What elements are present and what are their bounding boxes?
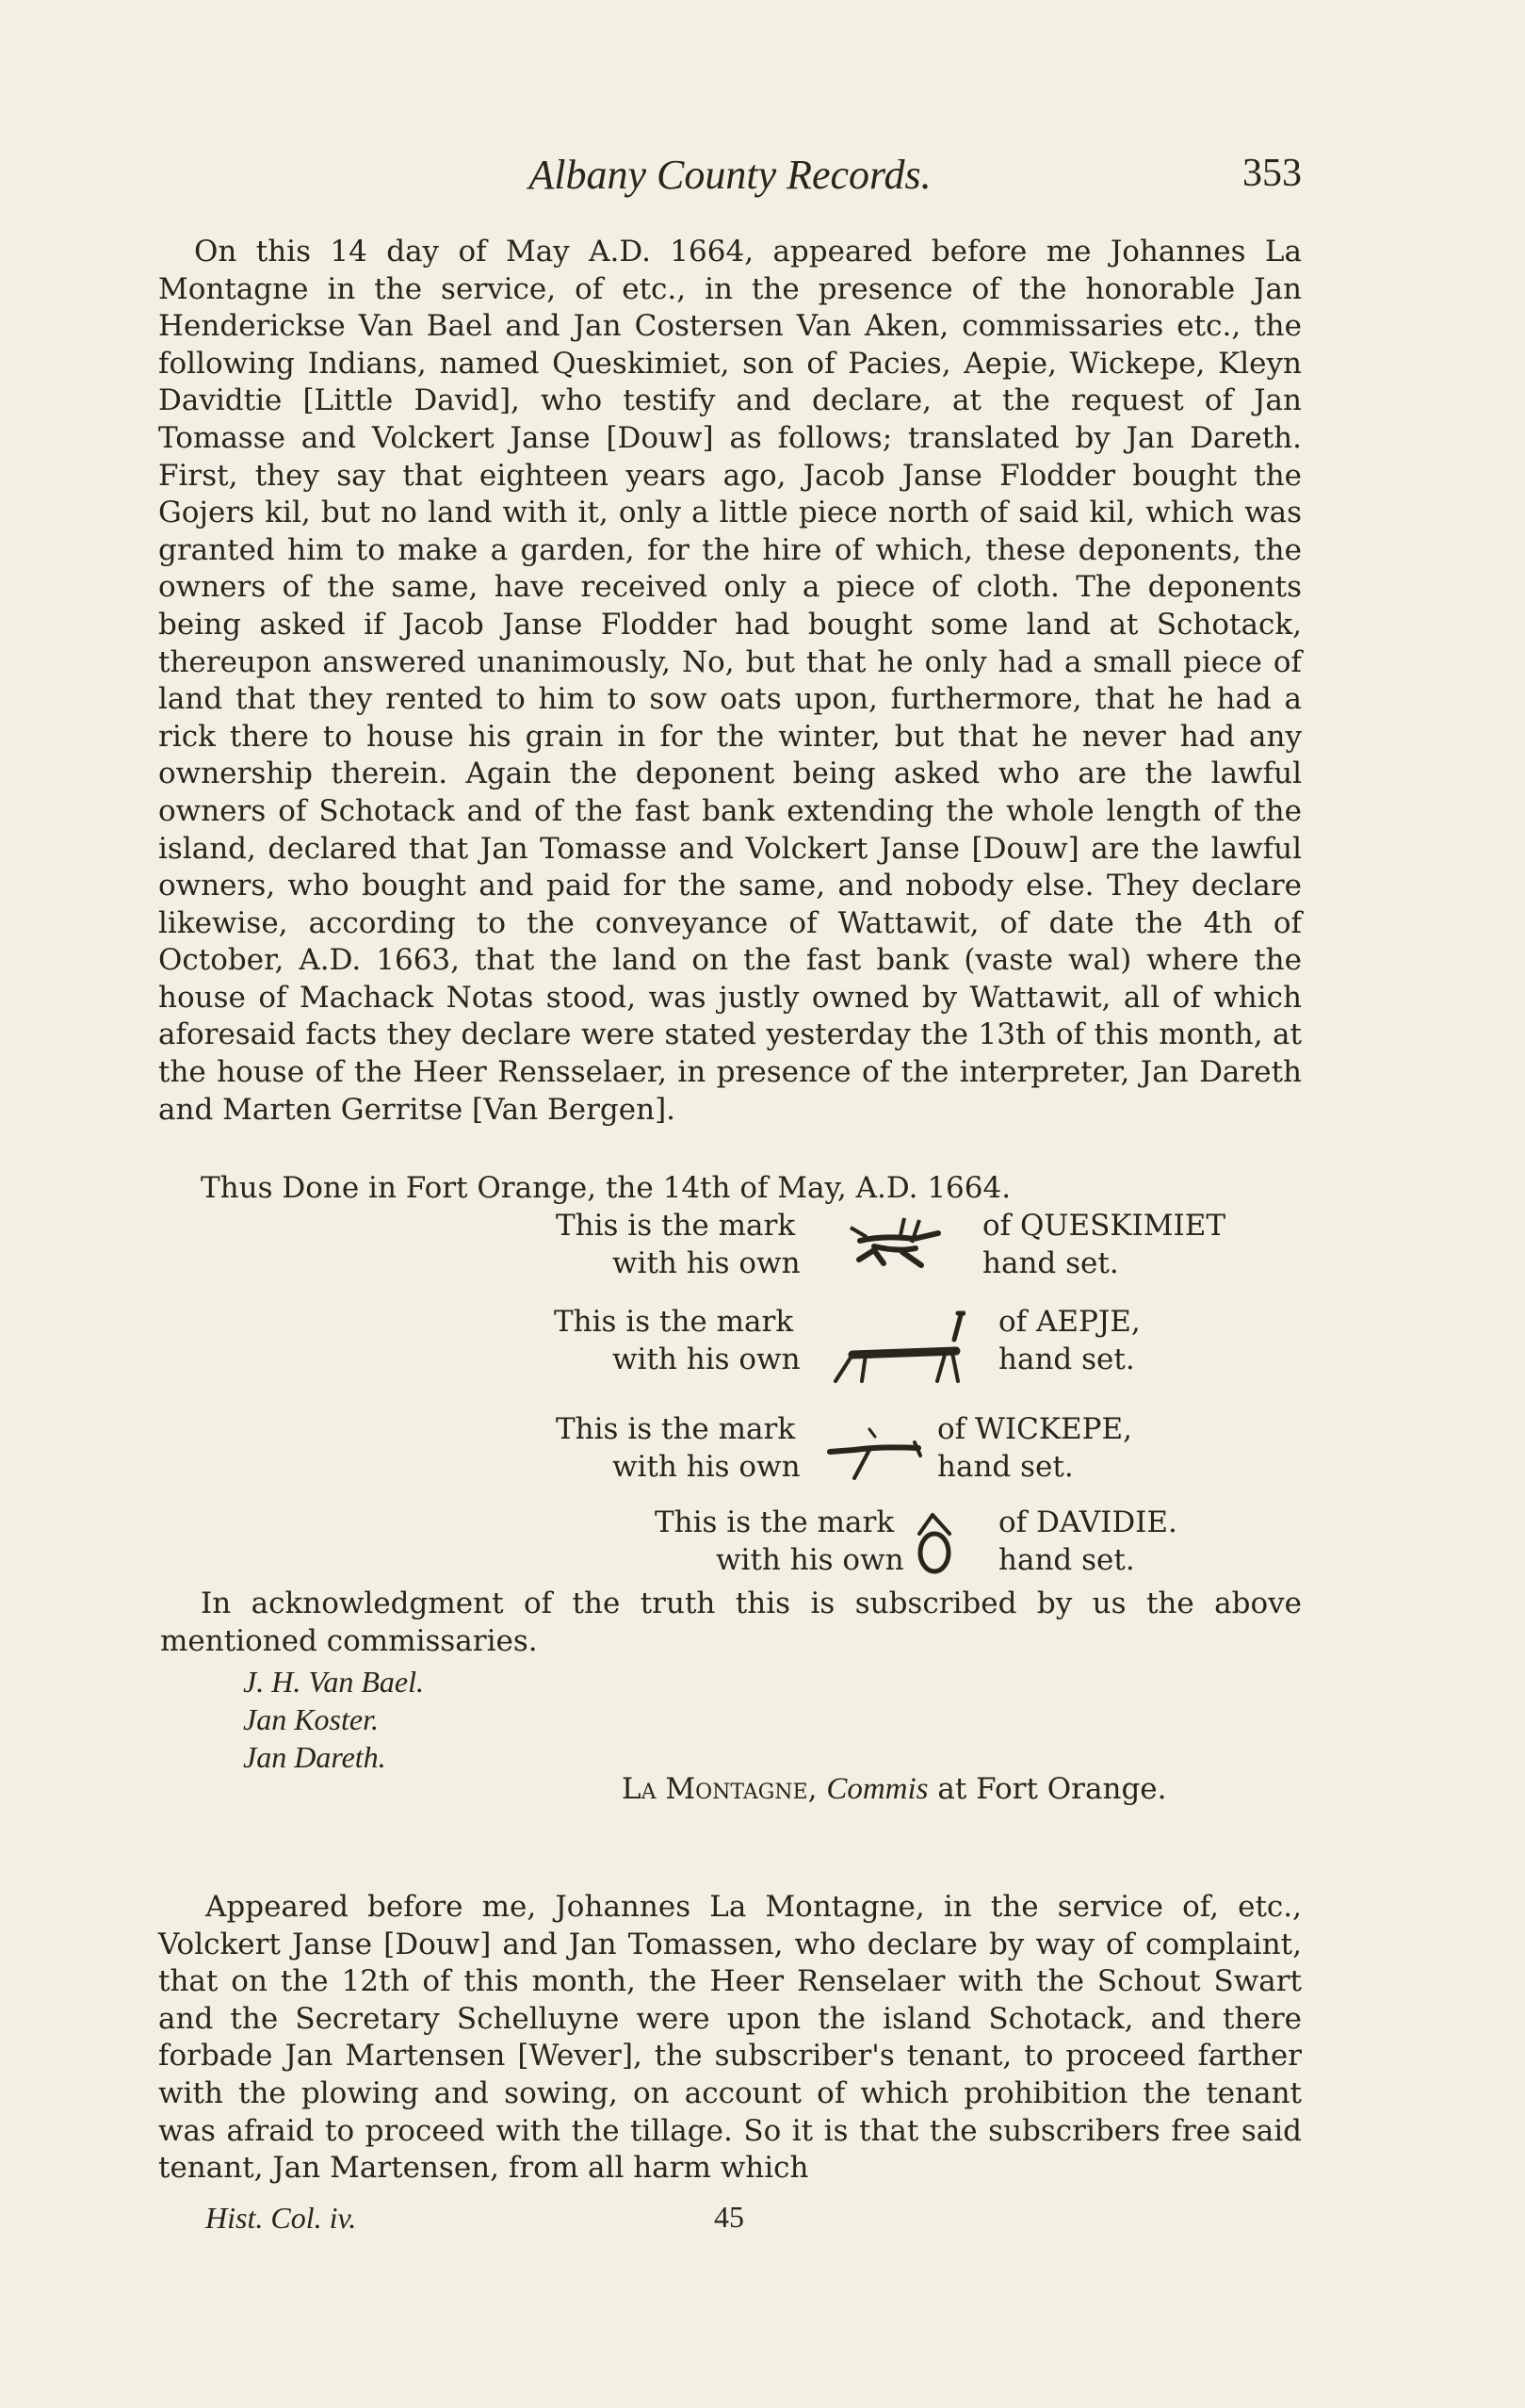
- mark-name: of AEPJE,: [998, 1305, 1141, 1339]
- deposition-paragraph: On this 14 day of May A.D. 1664, appeared before me Johannes La Montagne in the service, of etc., in the presence of the honorable Jan Henderickse Van Bael and Jan Costersen Van Aken, commissaries etc., the following Indians, named Queskimiet, son of Pacies, Aepie, Wickepe, Kleyn Davidtie [Little David], who testify and declare, at the request of Jan Tomasse and Volckert Janse [Douw] as follows; translated by Jan Dareth. First, they say that eighteen years ago, Jacob Janse Flodder bought the Gojers kil, but no land with it, only a little piece north of said kil, which was granted him to make a garden, for the hire of which, these deponents, the owners of the same, have received only a piece of cloth. The deponents being asked if Jacob Janse Flodder had bought some land at Schotack, thereupon answered unanimously, No, but that he only had a small piece of land that they rented to him to sow oats upon, furthermore, that he had a rick there to house his grain in for the winter, but that he never had any ownership therein. Again the deponent being asked who are the lawful owners of Schotack and of the fast bank extending the whole length of the island, declared that Jan Tomasse and Volckert Janse [Douw] are the lawful owners, who bought and paid for the same, and nobody else. They declare likewise, according to the conveyance of Wattawit, of date the 4th of October, A.D. 1663, that the land on the fast bank (vaste wal) where the house of Machack Notas stood, was justly owned by Wattawit, all of which aforesaid facts they declare were stated yesterday the 13th of this month, at the house of the Heer Rensselaer, in presence of the interpreter, Jan Dareth and Marten Gerritse [Van Bergen].: [158, 235, 1302, 1127]
- signature-koster: Jan Koster.: [243, 1702, 379, 1736]
- la-montagne-signature: [622, 1771, 1167, 1809]
- acknowledgment-line1: In acknowledgment of the truth this is subscribed by us the above: [201, 1586, 1302, 1620]
- mark-hand-set: hand set.: [998, 1543, 1135, 1577]
- davidie-mark-icon: [912, 1509, 957, 1577]
- mark-text-line1: This is the mark: [655, 1505, 895, 1539]
- queskimiet-mark-icon: [846, 1211, 959, 1286]
- la-montagne-name: La Montagne,: [622, 1772, 818, 1806]
- mark-text-line1: This is the mark: [556, 1412, 796, 1446]
- mark-hand-set: hand set.: [937, 1450, 1074, 1484]
- mark-name: of WICKEPE,: [937, 1412, 1132, 1446]
- mark-text-line2: with his own: [612, 1450, 801, 1484]
- footer-reference: Hist. Col. iv.: [205, 2201, 357, 2235]
- signature-dareth: Jan Dareth.: [243, 1740, 386, 1774]
- footer-sheet-number: 45: [714, 2200, 744, 2234]
- mark-text-line2: with his own: [612, 1342, 801, 1376]
- mark-name: of QUESKIMIET: [982, 1209, 1226, 1243]
- page-number: 353: [1242, 152, 1302, 195]
- done-line: Thus Done in Fort Orange, the 14th of May, A.D. 1664.: [201, 1171, 1012, 1205]
- page-footer: [205, 2200, 744, 2236]
- mark-text-line1: This is the mark: [554, 1305, 794, 1339]
- signature-van-bael: J. H. Van Bael.: [243, 1665, 424, 1699]
- mark-hand-set: hand set.: [998, 1342, 1135, 1376]
- running-title: Albany County Records.: [528, 152, 932, 198]
- aepje-mark-icon: [824, 1306, 965, 1391]
- complaint-paragraph: Appeared before me, Johannes La Montagne, in the service of, etc., Volckert Janse [Douw] and Jan Tomassen, who declare by way of complaint, that on the 12th of this month, the Heer Renselaer with the Schout Swart and the Secretary Schelluyne were upon the island Schotack, and there forbade Jan Martensen [Wever], the subscriber's tenant, to proceed farther with the plowing and sowing, on account of which prohibition the tenant was afraid to proceed with the tillage. So it is that the subscribers free said tenant, Jan Martensen, from all harm which: [158, 1890, 1302, 2186]
- mark-text-line2: with his own: [612, 1246, 801, 1280]
- mark-hand-set: hand set.: [982, 1246, 1119, 1280]
- mark-text-line1: This is the mark: [556, 1209, 796, 1243]
- la-montagne-place: at Fort Orange.: [937, 1772, 1167, 1806]
- wickepe-mark-icon: [824, 1418, 928, 1484]
- mark-name: of DAVIDIE.: [998, 1505, 1177, 1539]
- acknowledgment-line2: mentioned commissaries.: [160, 1624, 538, 1658]
- mark-text-line2: with his own: [716, 1543, 904, 1577]
- page-header: [158, 151, 1302, 207]
- commis-label: Commis: [826, 1772, 929, 1806]
